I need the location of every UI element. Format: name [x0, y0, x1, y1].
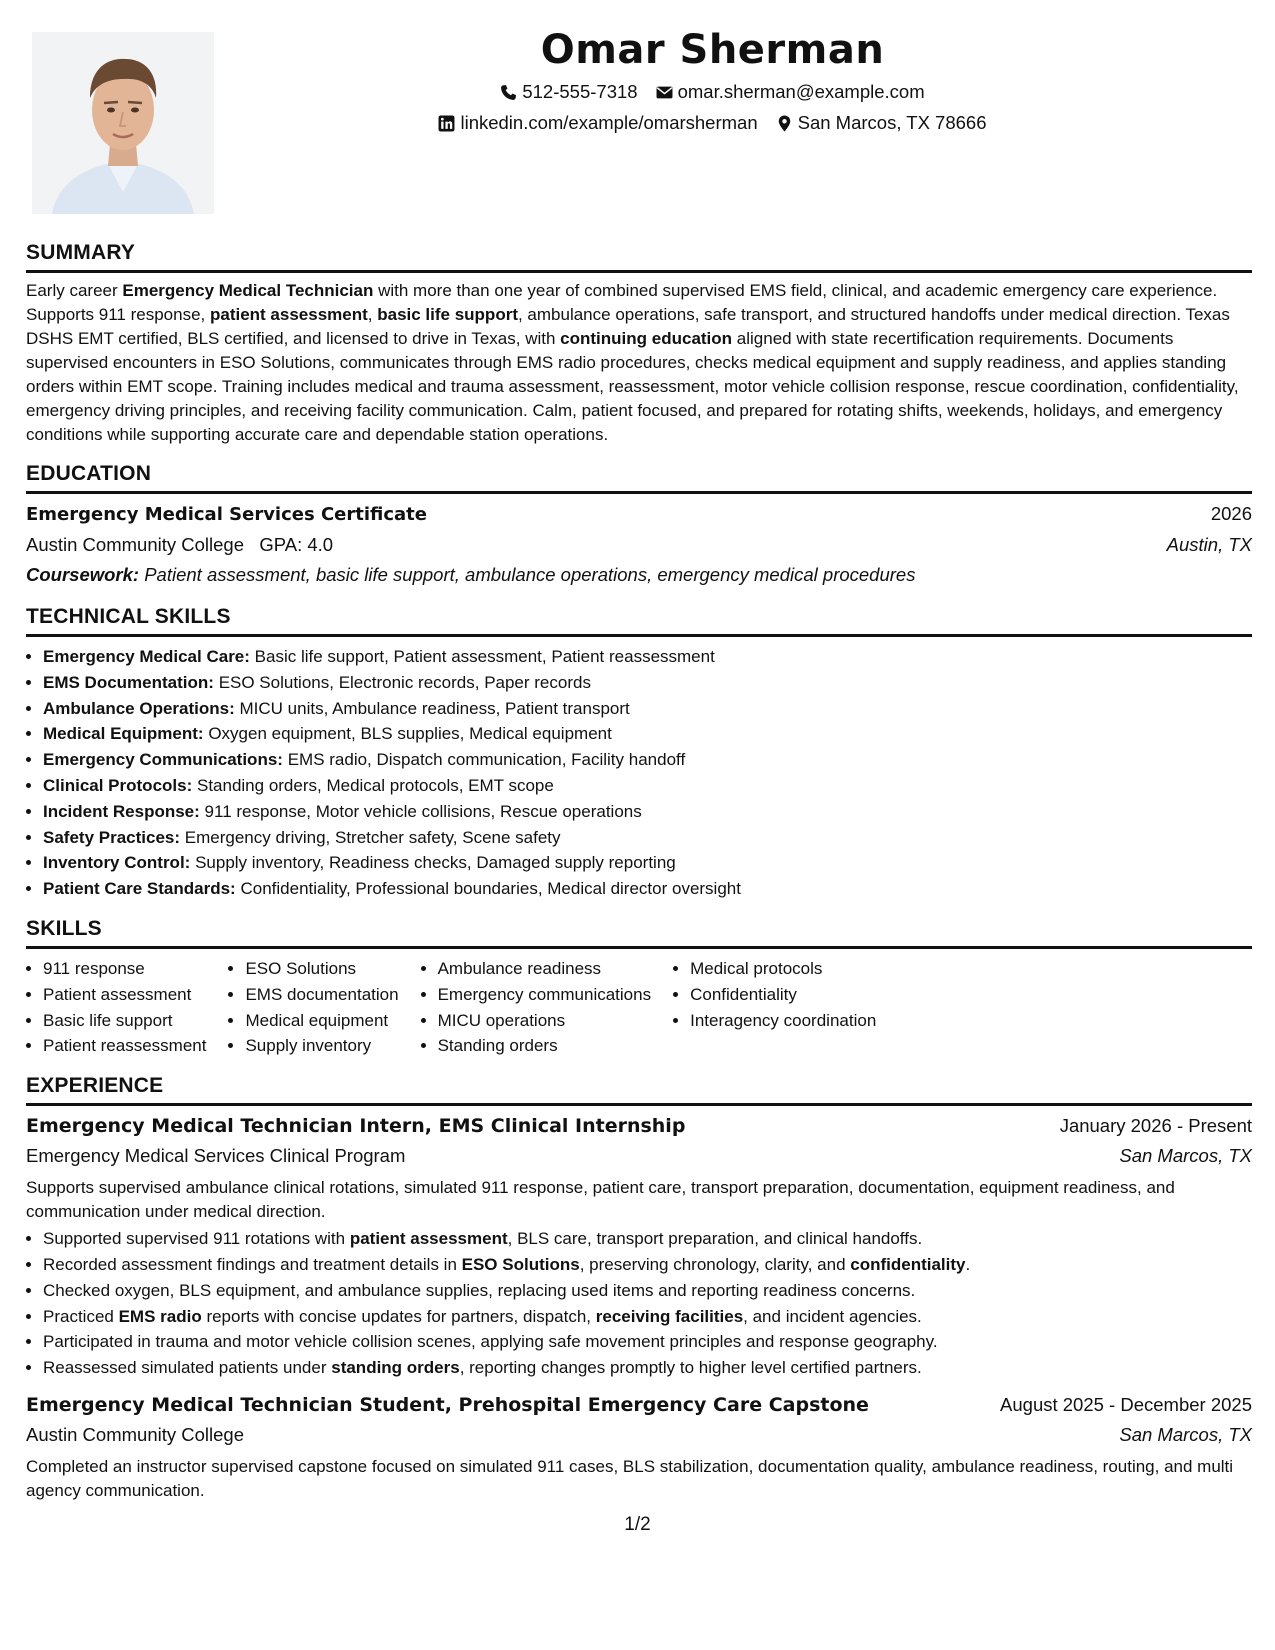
bullet-bold-text: ESO Solutions	[461, 1254, 580, 1274]
job-organization: Emergency Medical Services Clinical Program	[26, 1145, 406, 1167]
linkedin-contact[interactable]	[438, 111, 757, 135]
skills-column	[673, 956, 876, 1059]
technical-skill-item	[43, 773, 1252, 799]
education-coursework	[26, 560, 1252, 590]
bullet-text: Reassessed simulated patients under	[43, 1358, 332, 1378]
location-text: San Marcos, TX 78666	[797, 112, 987, 133]
job-dates: August 2025 - December 2025	[1000, 1393, 1252, 1415]
coursework-text: Patient assessment, basic life support, ambulance operations, emergency medical procedures	[144, 564, 916, 585]
job-bullet	[43, 1278, 1252, 1304]
technical-skill-value: Standing orders, Medical protocols, EMT scope	[196, 775, 554, 795]
skill-item: • 911 response	[43, 956, 206, 982]
technical-skill-item	[43, 644, 1252, 670]
skill-item: • Patient reassessment	[43, 1033, 206, 1059]
coursework-label: Coursework:	[26, 564, 140, 585]
skills-column	[228, 956, 398, 1059]
summary-bold-text: basic life support	[377, 305, 518, 324]
location-contact	[776, 111, 987, 135]
email-text: omar.sherman@example.com	[677, 81, 925, 102]
technical-skill-label: Patient Care Standards:	[43, 879, 236, 899]
skill-item: • MICU operations	[438, 1008, 652, 1034]
summary-bold-text: patient assessment	[209, 305, 368, 324]
technical-skill-item	[43, 850, 1252, 876]
job-entry	[26, 1110, 1252, 1381]
technical-skill-label: Inventory Control:	[43, 853, 191, 873]
bullet-text: , and incident agencies.	[743, 1306, 922, 1326]
bullet-text: , reporting changes promptly to higher level certified partners.	[459, 1358, 922, 1378]
job-bullet	[43, 1226, 1252, 1252]
bullet-text: reports with concise updates for partners, dispatch,	[201, 1306, 596, 1326]
skill-item: • Standing orders	[438, 1033, 652, 1059]
bullet-bold-text: receiving facilities	[595, 1306, 744, 1326]
skills-section	[26, 916, 1252, 1059]
contact-row-2	[230, 111, 1195, 135]
education-gpa: GPA: 4.0	[259, 534, 334, 555]
technical-skill-item	[43, 721, 1252, 747]
bullet-text: Recorded assessment findings and treatment details in	[43, 1254, 462, 1274]
job-bullet	[43, 1304, 1252, 1330]
section-title-education: EDUCATION	[26, 461, 1252, 494]
summary-text: , ambulance operations, safe transport, and structured handoffs under medical direction. Texas DSHS EMT certified, BLS certified, and licensed to drive in Texas, with	[26, 305, 1230, 348]
phone-text: 512-555-7318	[522, 81, 638, 102]
education-row-2	[26, 530, 1252, 560]
summary-bold-text: Emergency Medical Technician	[122, 281, 374, 300]
technical-skill-item	[43, 696, 1252, 722]
section-title-technical-skills: TECHNICAL SKILLS	[26, 604, 1252, 637]
skill-item: • EMS documentation	[245, 982, 398, 1008]
education-section	[26, 461, 1252, 590]
job-dates: January 2026 - Present	[1059, 1115, 1252, 1137]
technical-skill-item	[43, 747, 1252, 773]
skill-item: • Interagency coordination	[690, 1008, 876, 1034]
job-header-row	[26, 1389, 1252, 1421]
technical-skill-label: Medical Equipment:	[43, 724, 204, 744]
technical-skills-section	[26, 604, 1252, 902]
job-entry	[26, 1389, 1252, 1503]
technical-skill-label: Emergency Communications:	[43, 750, 283, 770]
technical-skill-value: ESO Solutions, Electronic records, Paper records	[218, 672, 591, 692]
skills-column	[421, 956, 652, 1059]
bullet-bold-text: confidentiality	[850, 1254, 966, 1274]
job-location: San Marcos, TX	[1119, 1145, 1252, 1167]
job-bullet	[43, 1355, 1252, 1381]
job-description: Completed an instructor supervised capstone focused on simulated 911 cases, BLS stabilization, documentation quality, ambulance readiness, routing, and multi agency communication.	[26, 1456, 1234, 1500]
bullet-text: Checked oxygen, BLS equipment, and ambulance supplies, replacing used items and reporting readiness concerns.	[43, 1280, 916, 1300]
education-row-1	[26, 499, 1252, 530]
technical-skill-label: Emergency Medical Care:	[43, 647, 250, 666]
candidate-name: Omar Sherman	[540, 27, 885, 73]
skill-item: • Confidentiality	[690, 982, 876, 1008]
skill-item: • Medical equipment	[245, 1008, 398, 1034]
summary-text	[26, 279, 1252, 447]
education-degree: Emergency Medical Services Certificate	[26, 504, 427, 525]
skills-grid	[26, 956, 1252, 1059]
contact-row-1	[230, 80, 1195, 104]
section-title-skills: SKILLS	[26, 916, 1252, 949]
summary-text: Early career	[26, 281, 123, 300]
linkedin-text: linkedin.com/example/omarsherman	[460, 112, 758, 133]
section-title-summary: SUMMARY	[26, 240, 1252, 273]
skill-item: • Patient assessment	[43, 982, 206, 1008]
skills-column	[26, 956, 206, 1059]
bullet-bold-text: EMS radio	[118, 1306, 202, 1326]
summary-text: ,	[367, 305, 378, 324]
technical-skill-value: Emergency driving, Stretcher safety, Scene safety	[184, 827, 561, 847]
resume-header	[230, 22, 1195, 135]
summary-section	[26, 240, 1252, 447]
job-bullet	[43, 1252, 1252, 1278]
experience-jobs	[26, 1110, 1252, 1503]
bullet-text: Supported supervised 911 rotations with	[43, 1229, 350, 1249]
technical-skill-item	[43, 825, 1252, 851]
linkedin-icon	[438, 115, 455, 132]
bullet-text: .	[965, 1254, 971, 1274]
job-org-row	[26, 1142, 1252, 1170]
job-organization: Austin Community College	[26, 1423, 244, 1445]
technical-skill-value: Oxygen equipment, BLS supplies, Medical equipment	[208, 724, 612, 744]
bullet-bold-text: patient assessment	[349, 1229, 508, 1249]
profile-photo-illustration	[32, 32, 214, 214]
phone-contact[interactable]	[500, 80, 637, 104]
education-location: Austin, TX	[1166, 534, 1252, 555]
skill-item: • Emergency communications	[438, 982, 652, 1008]
technical-skill-value: 911 response, Motor vehicle collisions, Rescue operations	[204, 801, 642, 821]
email-contact[interactable]	[656, 80, 925, 104]
technical-skill-value: MICU units, Ambulance readiness, Patient transport	[239, 698, 630, 718]
technical-skill-value: Supply inventory, Readiness checks, Damaged supply reporting	[195, 853, 676, 873]
bullet-text: Practiced	[43, 1306, 119, 1326]
technical-skill-label: Incident Response:	[43, 801, 200, 821]
technical-skill-label: EMS Documentation:	[43, 672, 214, 692]
job-org-row	[26, 1421, 1252, 1449]
summary-text: aligned with state recertification requirements. Documents supervised encounters in ESO Solutions, communicates through EMS radio procedures, checks medical equipment and supply readiness, and applies standing orders within EMT scope. Training includes medical and trauma assessment, reassessment, motor vehicle collision response, rescue coordination, confidentiality, emergency driving principles, and receiving facility communication. Calm, patient focused, and prepared for rotating shifts, weekends, holidays, and emergency conditions while supporting accurate care and dependable station operations.	[26, 329, 1239, 444]
map-pin-icon	[776, 115, 793, 132]
technical-skill-value: Confidentiality, Professional boundaries, Medical director oversight	[240, 879, 741, 899]
technical-skill-item	[43, 670, 1252, 696]
technical-skill-value: Basic life support, Patient assessment, Patient reassessment	[254, 647, 715, 666]
bullet-text: , preserving chronology, clarity, and	[579, 1254, 851, 1274]
job-bullet	[43, 1329, 1252, 1355]
education-school-line	[26, 530, 333, 560]
technical-skill-item	[43, 876, 1252, 902]
job-header-row	[26, 1110, 1252, 1142]
education-year: 2026	[1210, 503, 1252, 524]
skill-item: • Supply inventory	[245, 1033, 398, 1059]
technical-skill-label: Ambulance Operations:	[43, 698, 235, 718]
technical-skill-item	[43, 799, 1252, 825]
technical-skill-label: Safety Practices:	[43, 827, 181, 847]
bullet-text: , BLS care, transport preparation, and clinical handoffs.	[507, 1229, 923, 1249]
bullet-bold-text: standing orders	[331, 1358, 460, 1378]
job-title: Emergency Medical Technician Intern, EMS Clinical Internship	[26, 1115, 686, 1138]
page-number: 1/2	[624, 1514, 651, 1535]
envelope-icon	[656, 84, 673, 101]
skill-item: • Ambulance readiness	[438, 956, 652, 982]
job-location: San Marcos, TX	[1119, 1423, 1252, 1445]
summary-text: with more than one year of combined supervised EMS field, clinical, and academic emergency care experience. Supports 911 response,	[26, 281, 1218, 324]
experience-section	[26, 1073, 1252, 1503]
technical-skill-label: Clinical Protocols:	[43, 775, 193, 795]
job-bullets	[26, 1226, 1252, 1381]
bullet-text: Participated in trauma and motor vehicle collision scenes, applying safe movement principles and response geography.	[43, 1332, 938, 1352]
technical-skill-value: EMS radio, Dispatch communication, Facility handoff	[287, 750, 686, 770]
phone-icon	[500, 84, 517, 101]
skill-item: • Medical protocols	[690, 956, 876, 982]
job-title: Emergency Medical Technician Student, Prehospital Emergency Care Capstone	[26, 1393, 869, 1416]
profile-photo	[32, 32, 214, 214]
skill-item: • ESO Solutions	[245, 956, 398, 982]
technical-skills-list	[26, 644, 1252, 902]
summary-bold-text: continuing education	[560, 329, 733, 348]
education-school: Austin Community College	[26, 534, 244, 555]
skill-item: • Basic life support	[43, 1008, 206, 1034]
section-title-experience: EXPERIENCE	[26, 1073, 1252, 1106]
resume-content	[26, 240, 1252, 1517]
job-description: Supports supervised ambulance clinical rotations, simulated 911 response, patient care, transport preparation, documentation, equipment readiness, and communication under medical direction.	[26, 1178, 1175, 1222]
